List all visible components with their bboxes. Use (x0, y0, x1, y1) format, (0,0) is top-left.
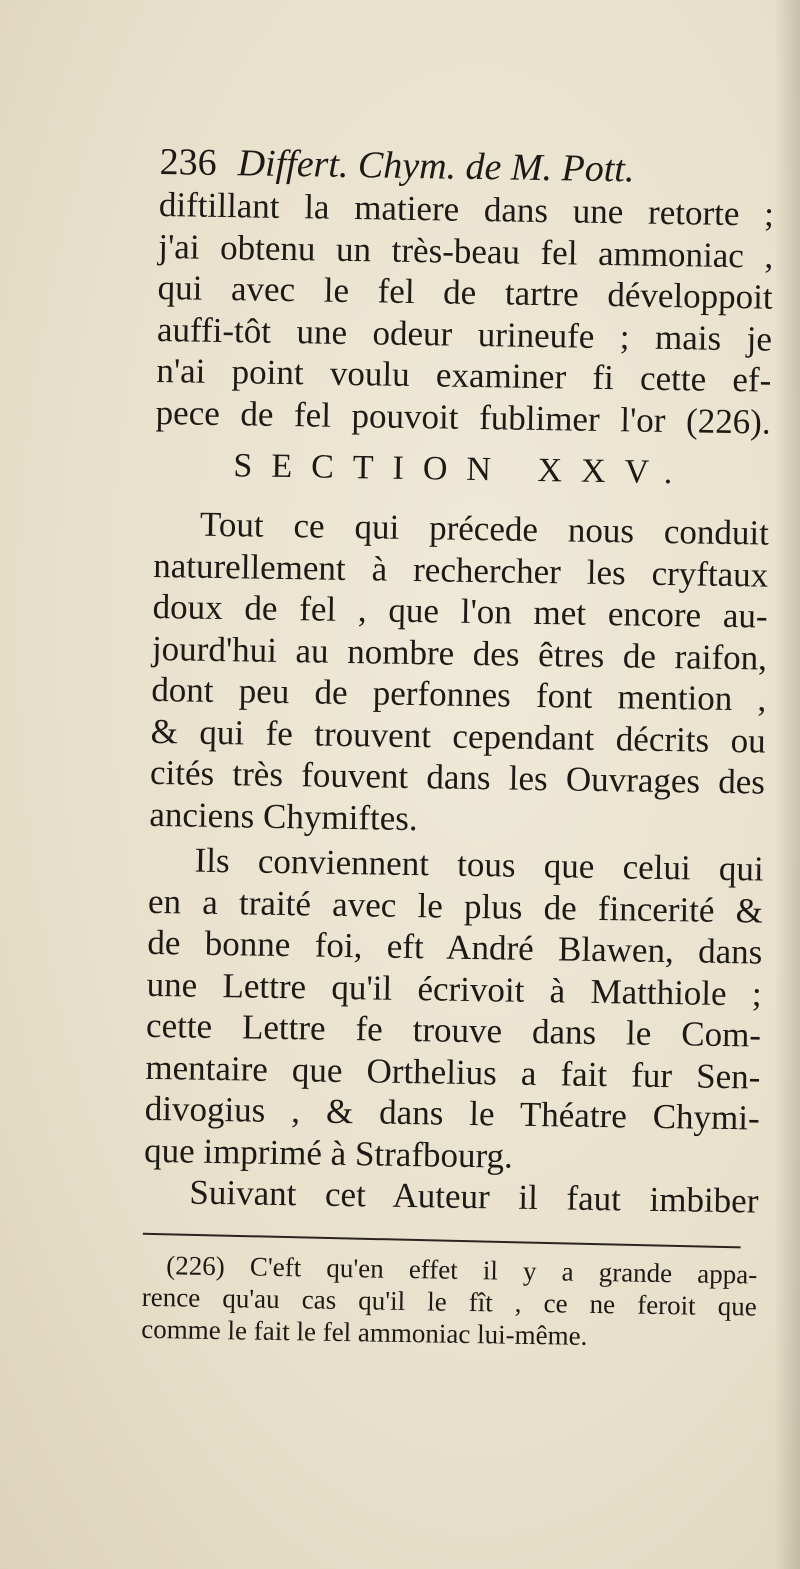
text-line: naturellement à rechercher les cryftaux (153, 545, 769, 595)
text-line: doux de fel , que l'on met encore au- (152, 586, 768, 636)
footnote-line: comme le fait le fel ammoniac lui-même. (141, 1313, 588, 1351)
text-line: j'ai obtenu un très-beau fel ammoniac , (158, 226, 774, 276)
text-line: anciens Chymiftes. (149, 794, 418, 838)
text-line: diftillant la matiere dans une retorte ; (158, 184, 775, 234)
footnote-line: (226) C'eft qu'en effet il y a grande appa- (166, 1249, 758, 1290)
text-line: pece de fel pouvoit fublimer l'or (226). (155, 392, 771, 442)
text-line: & qui fe trouvent cependant décrits ou (150, 711, 766, 761)
text-line: cités très fouvent dans les Ouvrages des (149, 752, 766, 802)
text-line: Ils conviennent tous que celui qui (194, 840, 764, 889)
text-line: auffi-tôt une odeur urineufe ; mais je (156, 309, 773, 359)
text-line: cette Lettre fe trouve dans le Com- (145, 1005, 762, 1055)
text-line: une Lettre qu'il écrivoit à Matthiole ; (146, 964, 762, 1014)
text-line: en a traité avec le plus de fincerité & (147, 881, 764, 931)
section-heading: SECTION XXV. (233, 447, 692, 492)
footnote-rule (143, 1232, 741, 1248)
paragraph-3 (144, 839, 764, 1181)
text-line: de bonne foi, eft André Blawen, dans (147, 922, 763, 972)
text-line: divogius , & dans le Théatre Chymi- (144, 1088, 761, 1138)
page-number: 236 (159, 140, 217, 184)
footnote-line: rence qu'au cas qu'il le fît , ce ne feroit que (141, 1281, 757, 1322)
paragraph-4 (143, 1171, 759, 1222)
text-line: qui avec le fel de tartre développoit (157, 267, 773, 317)
spine-shadow (774, 0, 800, 1569)
paragraph-2 (149, 503, 769, 845)
text-line: que imprimé à Strafbourg. (143, 1130, 514, 1176)
paragraph-1 (155, 184, 774, 443)
text-line: Suivant cet Auteur il faut imbiber (189, 1172, 759, 1221)
text-block (141, 140, 775, 1354)
text-line: jourd'hui au nombre des êtres de raifon, (151, 628, 768, 678)
text-line: mentaire que Orthelius a fait fur Sen- (145, 1047, 761, 1097)
running-title: Differt. Chym. de M. Pott. (237, 142, 635, 191)
text-line: dont peu de perfonnes font mention , (151, 669, 767, 719)
text-line: n'ai point voulu examiner fi cette ef- (156, 350, 772, 400)
text-line: Tout ce qui précede nous conduit (199, 504, 770, 553)
footnote (141, 1248, 757, 1354)
